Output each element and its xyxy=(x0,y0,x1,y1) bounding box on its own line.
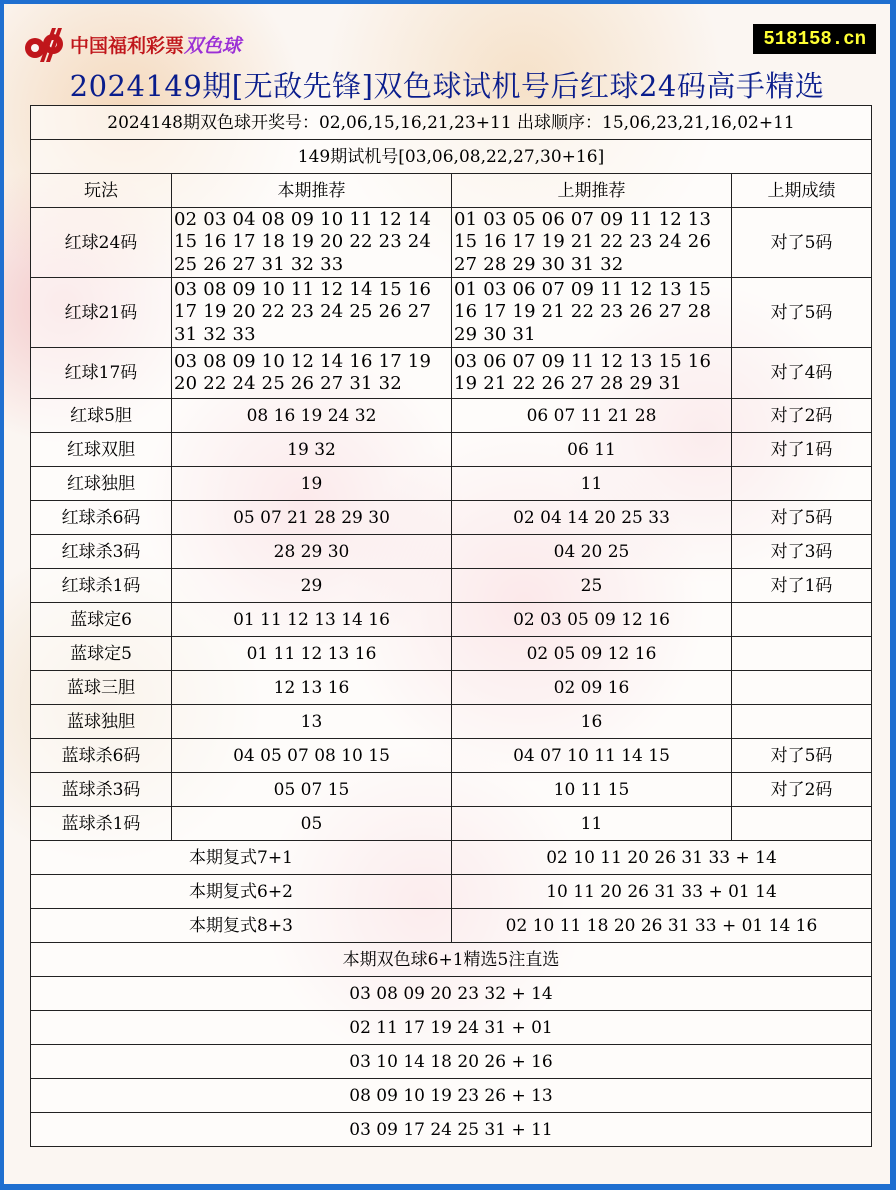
row-result: 对了2码 xyxy=(732,773,872,807)
previous-numbers xyxy=(452,208,732,278)
table-header-row xyxy=(31,174,872,208)
compound-value: 02 10 11 18 20 26 31 33 + 01 14 16 xyxy=(452,909,872,943)
pick-row xyxy=(31,1011,872,1045)
previous-numbers: 02 09 16 xyxy=(452,671,732,705)
pick-row xyxy=(31,1079,872,1113)
number-line: 01 03 05 06 07 09 11 12 13 xyxy=(454,208,712,230)
table-row xyxy=(31,637,872,671)
logo-game-name: 双色球 xyxy=(184,34,242,57)
table-row xyxy=(31,208,872,278)
table-row xyxy=(31,501,872,535)
previous-numbers xyxy=(452,348,732,399)
row-result: 对了5码 xyxy=(732,739,872,773)
pick-numbers: 03 09 17 24 25 31 + 11 xyxy=(31,1113,872,1147)
row-label: 蓝球定5 xyxy=(31,637,172,671)
current-numbers xyxy=(172,348,452,399)
previous-numbers: 16 xyxy=(452,705,732,739)
picks-title-row xyxy=(31,943,872,977)
previous-numbers xyxy=(452,278,732,348)
current-numbers: 12 13 16 xyxy=(172,671,452,705)
pick-numbers: 02 11 17 19 24 31 + 01 xyxy=(31,1011,872,1045)
row-result: 对了1码 xyxy=(732,433,872,467)
table-row xyxy=(31,603,872,637)
pick-row xyxy=(31,1045,872,1079)
pick-numbers: 08 09 10 19 23 26 + 13 xyxy=(31,1079,872,1113)
row-result: 对了5码 xyxy=(732,278,872,348)
number-line: 19 21 22 26 27 28 29 31 xyxy=(454,373,682,394)
table-row xyxy=(31,399,872,433)
compound-row xyxy=(31,875,872,909)
compound-label: 本期复式8+3 xyxy=(31,909,452,943)
col-header-previous: 上期推荐 xyxy=(452,174,732,208)
current-numbers: 13 xyxy=(172,705,452,739)
table-row xyxy=(31,348,872,399)
number-line: 29 30 31 xyxy=(454,323,536,345)
table-row xyxy=(31,569,872,603)
compound-row xyxy=(31,909,872,943)
table-row xyxy=(31,739,872,773)
logo-org-name: 中国福利彩票 xyxy=(70,34,185,57)
picks-title: 本期双色球6+1精选5注直选 xyxy=(31,943,872,977)
number-line: 15 16 17 18 19 20 22 23 24 xyxy=(174,231,432,253)
previous-numbers: 06 07 11 21 28 xyxy=(452,399,732,433)
row-label: 红球杀3码 xyxy=(31,535,172,569)
compound-value: 02 10 11 20 26 31 33 + 14 xyxy=(452,841,872,875)
number-line: 03 06 07 09 11 12 13 15 16 xyxy=(454,350,712,372)
row-label: 蓝球杀3码 xyxy=(31,773,172,807)
row-label: 蓝球定6 xyxy=(31,603,172,637)
row-label: 蓝球杀6码 xyxy=(31,739,172,773)
number-line: 03 08 09 10 11 12 14 15 16 xyxy=(174,278,432,300)
row-result: 对了5码 xyxy=(732,501,872,535)
previous-numbers: 11 xyxy=(452,807,732,841)
number-line: 20 22 24 25 26 27 31 32 xyxy=(174,373,402,394)
pick-numbers: 03 08 09 20 23 32 + 14 xyxy=(31,977,872,1011)
current-numbers: 28 29 30 xyxy=(172,535,452,569)
table-row xyxy=(31,278,872,348)
current-numbers: 19 xyxy=(172,467,452,501)
draw-info-row xyxy=(31,106,872,140)
pick-numbers: 03 10 14 18 20 26 + 16 xyxy=(31,1045,872,1079)
number-line: 25 26 27 31 32 33 xyxy=(174,253,344,275)
current-numbers: 29 xyxy=(172,569,452,603)
row-result: 对了3码 xyxy=(732,535,872,569)
previous-numbers: 10 11 15 xyxy=(452,773,732,807)
current-numbers: 05 07 21 28 29 30 xyxy=(172,501,452,535)
current-numbers: 01 11 12 13 16 xyxy=(172,637,452,671)
number-line: 27 28 29 30 31 32 xyxy=(454,253,624,275)
compound-row xyxy=(31,841,872,875)
page-frame xyxy=(4,4,890,1184)
trial-number: 149期试机号[03,06,08,22,27,30+16] xyxy=(31,140,872,174)
current-numbers: 05 07 15 xyxy=(172,773,452,807)
row-result xyxy=(732,705,872,739)
col-header-result: 上期成绩 xyxy=(732,174,872,208)
number-line: 16 17 19 21 22 23 26 27 28 xyxy=(454,301,712,323)
table-row xyxy=(31,433,872,467)
current-numbers: 04 05 07 08 10 15 xyxy=(172,739,452,773)
current-numbers xyxy=(172,278,452,348)
current-numbers: 19 32 xyxy=(172,433,452,467)
row-result xyxy=(732,603,872,637)
row-label: 蓝球杀1码 xyxy=(31,807,172,841)
row-result: 对了5码 xyxy=(732,208,872,278)
row-label: 红球17码 xyxy=(31,348,172,399)
number-line: 15 16 17 19 21 22 23 24 26 xyxy=(454,231,712,253)
row-label: 红球21码 xyxy=(31,278,172,348)
number-line: 02 03 04 08 09 10 11 12 14 xyxy=(174,208,432,230)
table-row xyxy=(31,535,872,569)
pick-row xyxy=(31,977,872,1011)
number-line: 17 19 20 22 23 24 25 26 27 xyxy=(174,301,432,323)
row-result: 对了4码 xyxy=(732,348,872,399)
compound-label: 本期复式7+1 xyxy=(31,841,452,875)
compound-label: 本期复式6+2 xyxy=(31,875,452,909)
current-numbers: 05 xyxy=(172,807,452,841)
pick-row xyxy=(31,1113,872,1147)
row-label: 蓝球三胆 xyxy=(31,671,172,705)
table-row xyxy=(31,807,872,841)
row-label: 红球杀1码 xyxy=(31,569,172,603)
row-label: 红球双胆 xyxy=(31,433,172,467)
table-row xyxy=(31,705,872,739)
row-label: 红球24码 xyxy=(31,208,172,278)
number-line: 31 32 33 xyxy=(174,323,256,345)
previous-numbers: 02 03 05 09 12 16 xyxy=(452,603,732,637)
table-row xyxy=(31,773,872,807)
site-badge[interactable]: 518158.cn xyxy=(753,24,876,54)
previous-numbers: 02 05 09 12 16 xyxy=(452,637,732,671)
table-row xyxy=(31,671,872,705)
current-numbers xyxy=(172,208,452,278)
row-label: 红球独胆 xyxy=(31,467,172,501)
compound-value: 10 11 20 26 31 33 + 01 14 xyxy=(452,875,872,909)
row-result xyxy=(732,637,872,671)
cwl-logo-icon xyxy=(22,26,66,62)
welfare-lottery-logo xyxy=(22,26,241,62)
previous-numbers: 25 xyxy=(452,569,732,603)
previous-numbers: 11 xyxy=(452,467,732,501)
previous-numbers: 02 04 14 20 25 33 xyxy=(452,501,732,535)
col-header-play: 玩法 xyxy=(31,174,172,208)
trial-number-row xyxy=(31,140,872,174)
logo-text xyxy=(70,31,241,58)
current-numbers: 01 11 12 13 14 16 xyxy=(172,603,452,637)
number-line: 03 08 09 10 12 14 16 17 19 xyxy=(174,350,432,372)
col-header-current: 本期推荐 xyxy=(172,174,452,208)
row-result: 对了1码 xyxy=(732,569,872,603)
current-numbers: 08 16 19 24 32 xyxy=(172,399,452,433)
prediction-table xyxy=(30,105,872,1147)
page-title: 2024149期[无敌先锋]双色球试机号后红球24码高手精选 xyxy=(69,69,825,103)
row-label: 红球5胆 xyxy=(31,399,172,433)
row-label: 蓝球独胆 xyxy=(31,705,172,739)
previous-numbers: 04 07 10 11 14 15 xyxy=(452,739,732,773)
row-result: 对了2码 xyxy=(732,399,872,433)
row-label: 红球杀6码 xyxy=(31,501,172,535)
row-result xyxy=(732,807,872,841)
table-row xyxy=(31,467,872,501)
draw-info: 2024148期双色球开奖号：02,06,15,16,21,23+11 出球顺序：15,06,23,21,16,02+11 xyxy=(31,106,872,140)
previous-numbers: 04 20 25 xyxy=(452,535,732,569)
previous-numbers: 06 11 xyxy=(452,433,732,467)
row-result xyxy=(732,671,872,705)
number-line: 01 03 06 07 09 11 12 13 15 xyxy=(454,278,712,300)
row-result xyxy=(732,467,872,501)
